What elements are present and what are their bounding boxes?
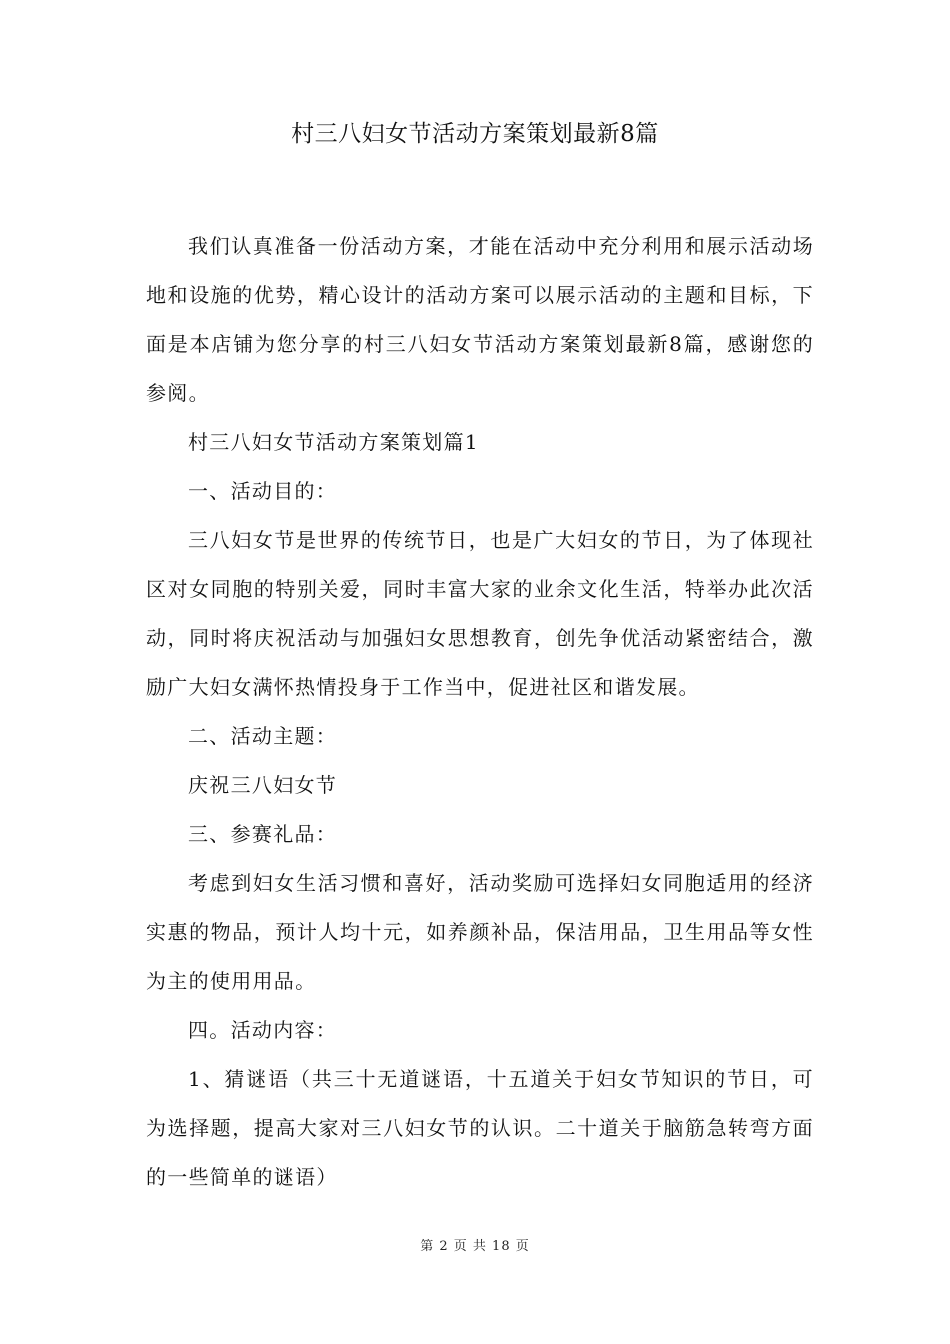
paragraph-activity-purpose: 三八妇女节是世界的传统节日，也是广大妇女的节日，为了体现社区对女同胞的特别关爱，同时丰富大家的业余文化生活，特举办此次活动，同时将庆祝活动与加强妇女思想教育，创先争优活动紧密结合，激励广大妇女满怀热情投身于工作当中，促进社区和谐发展。: [146, 528, 814, 699]
heading-prizes: 三、参赛礼品：: [188, 822, 338, 846]
paragraph-riddles: 1、猜谜语（共三十无道谜语，十五道关于妇女节知识的节日，可为选择题，提高大家对三八妇女节的认识。二十道关于脑筋急转弯方面的一些简单的谜语）: [146, 1067, 814, 1189]
heading-activity-purpose: 一、活动目的：: [188, 479, 338, 503]
heading-activity-theme: 二、活动主题：: [188, 724, 338, 748]
paragraph-prizes: 考虑到妇女生活习惯和喜好，活动奖励可选择妇女同胞适用的经济实惠的物品，预计人均十元，如养颜补品，保洁用品，卫生用品等女性为主的使用用品。: [146, 871, 814, 993]
intro-paragraph: 我们认真准备一份活动方案，才能在活动中充分利用和展示活动场地和设施的优势，精心设计的活动方案可以展示活动的主题和目标，下面是本店铺为您分享的村三八妇女节活动方案策划最新8篇，感谢您的参阅。: [146, 234, 814, 405]
section-heading-part1: 村三八妇女节活动方案策划篇1: [188, 430, 479, 454]
heading-activity-content: 四。活动内容：: [188, 1018, 338, 1042]
page-number-footer: 第 2 页 共 18 页: [420, 1239, 530, 1254]
document-title: 村三八妇女节活动方案策划最新8篇: [291, 121, 659, 147]
paragraph-activity-theme: 庆祝三八妇女节: [188, 773, 338, 797]
document-body: [146, 222, 814, 1202]
